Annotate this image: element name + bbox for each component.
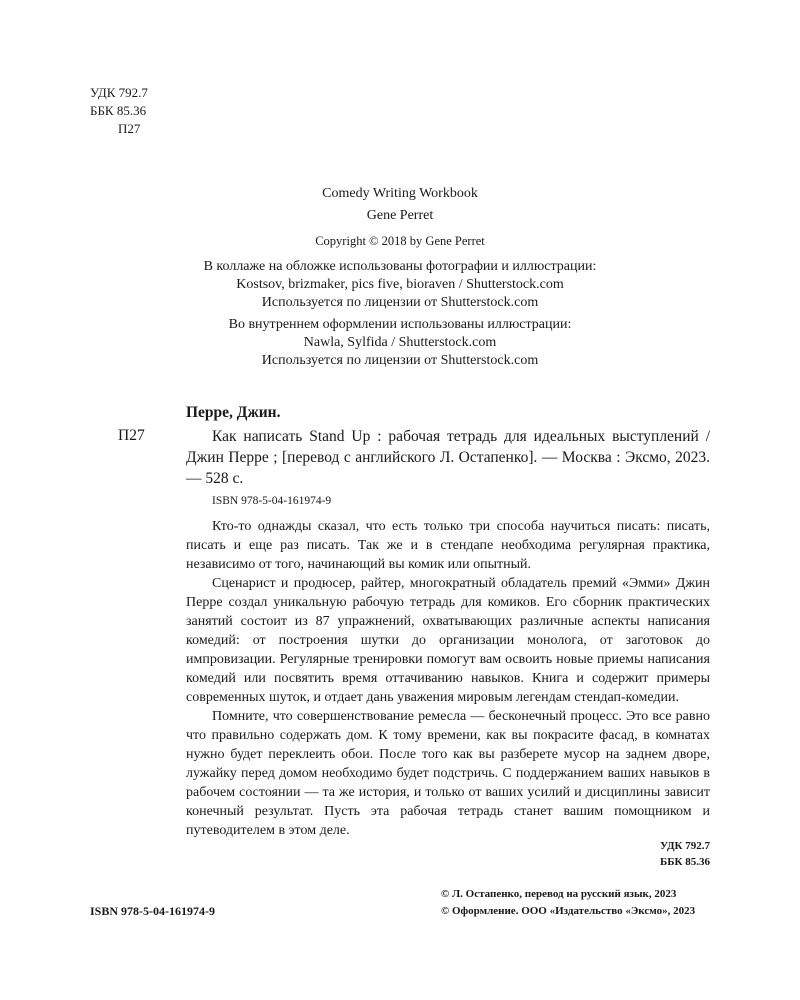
author-mark: П27 xyxy=(118,121,141,136)
interior-credit-line: Nawla, Sylfida / Shutterstock.com xyxy=(303,335,497,350)
entry-author-mark: П27 xyxy=(118,427,145,444)
udk-code-bottom: УДК 792.7 xyxy=(659,840,710,852)
classification-bottom xyxy=(660,838,710,870)
classification-top xyxy=(90,84,148,138)
footer-isbn: ISBN 978-5-04-161974-9 xyxy=(90,904,215,918)
cover-credits xyxy=(0,258,800,312)
translation-rights: © Л. Остапенко, перевод на русский язык, 2023 xyxy=(441,888,677,900)
design-rights: © Оформление. ООО «Издательство «Эксмо», 2023 xyxy=(441,905,696,917)
copyright-line: Copyright © 2018 by Gene Perret xyxy=(315,234,485,248)
bbk-code-bottom: ББК 85.36 xyxy=(659,856,710,868)
interior-credit-line: Используется по лицензии от Shutterstock.com xyxy=(261,353,539,368)
udk-code: УДК 792.7 xyxy=(90,85,148,100)
interior-credits xyxy=(0,316,800,370)
annotation-paragraph: Кто-то однажды сказал, что есть только три способа научиться писать: писать, писать и еще раз писать. Так же и в стендапе необходима регулярная практика, независимо от того, начинающий вы комик или опытный. xyxy=(186,519,710,572)
original-title: Comedy Writing Workbook xyxy=(322,186,478,201)
annotation xyxy=(186,517,710,840)
annotation-paragraph: Помните, что совершенствование ремесла — бесконечный процесс. Это все равно что правильно содержать дом. К тому времени, как вы покрасите фасад, в комнатах нужно будет переклеить обои. После того как вы разберете мусор на заднем дворе, лужайку перед домом необходимо будет подстричь. С поддержанием ваших навыков в рабочем состоянии — та же история, и только от ваших усилий и дисциплины зависит конечный результат. Пусть эта рабочая тетрадь станет вашим помощником и путеводителем в этом деле. xyxy=(186,709,710,838)
cover-credit-line: Kostsov, brizmaker, pics five, bioraven / Shutterstock.com xyxy=(236,277,564,292)
original-author: Gene Perret xyxy=(366,208,434,223)
entry-author: Перре, Джин. xyxy=(186,404,281,421)
bbk-code: ББК 85.36 xyxy=(90,103,147,118)
rights-notice xyxy=(441,886,695,920)
interior-credit-line: Во внутреннем оформлении использованы иллюстрации: xyxy=(228,317,572,332)
entry-isbn: ISBN 978-5-04-161974-9 xyxy=(212,495,332,507)
entry-description: Как написать Stand Up : рабочая тетрадь для идеальных выступлений / Джин Перре ; [перевод с английского Л. Остапенко]. — Москва : Эксмо, 2023. — 528 с. xyxy=(186,428,710,487)
annotation-paragraph: Сценарист и продюсер, райтер, многократный обладатель премий «Эмми» Джин Перре создал уникальную рабочую тетрадь для комиков. Его сборник практических занятий состоит из 87 упражнений, охватывающих различные аспекты написания комедий: от построения шутки до организации монолога, от заготовок до импровизации. Регулярные тренировки помогут вам освоить новые приемы написания комедий или посвятить время оттачиванию навыков. Книга и содержит примеры современных шуток, и отдает дань уважения мировым легендам стендап-комедии. xyxy=(186,576,710,705)
cover-credit-line: Используется по лицензии от Shutterstock.com xyxy=(261,295,539,310)
cover-credit-line: В коллаже на обложке использованы фотографии и иллюстрации: xyxy=(203,259,597,274)
